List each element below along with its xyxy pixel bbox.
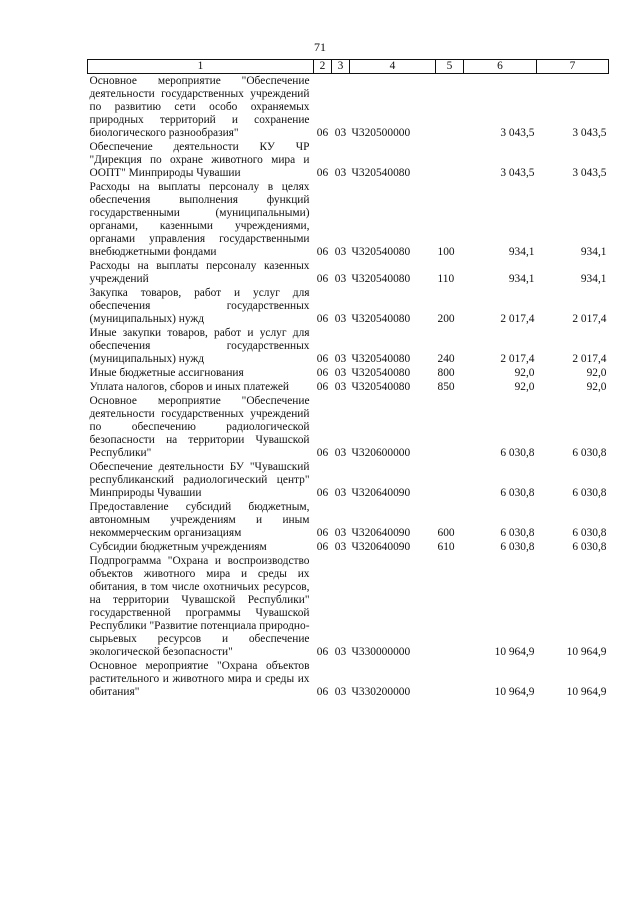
row-subsection: 03	[334, 127, 347, 139]
row-expense-type: 110	[437, 273, 455, 285]
row-target-article: Ч320500000	[351, 127, 411, 139]
row-target-article: Ч330200000	[351, 686, 411, 698]
row-section: 06	[316, 246, 329, 258]
row-expense-type: 240	[437, 353, 455, 365]
row-expense-type	[436, 394, 464, 460]
budget-table	[87, 59, 609, 699]
header-col-2: 2	[314, 60, 332, 74]
row-amount-1: 3 043,5	[500, 127, 535, 139]
row-amount-1: 10 964,9	[494, 686, 535, 698]
row-section: 06	[316, 541, 329, 553]
table-row	[88, 554, 609, 659]
row-name: Иные бюджетные ассигнования	[89, 367, 244, 379]
row-target-article: Ч320540080	[351, 167, 411, 179]
row-section: 06	[316, 527, 329, 539]
header-col-1: 1	[88, 60, 314, 74]
table-row	[88, 380, 609, 394]
table-row	[88, 394, 609, 460]
row-expense-type: 100	[437, 246, 455, 258]
row-name: Основное мероприятие "Обеспечение деятельности государственных учреждений по развитию сети особо охраняемых природных территорий и сохранение биологического разнообразия"	[89, 75, 310, 139]
table-row	[88, 140, 609, 180]
row-name: Иные закупки товаров, работ и услуг для обеспечения государственных (муниципальных) нужд	[89, 327, 310, 365]
row-amount-1: 2 017,4	[500, 313, 535, 325]
table-row	[88, 259, 609, 286]
row-subsection: 03	[334, 487, 347, 499]
header-col-6: 6	[464, 60, 537, 74]
row-amount-1: 6 030,8	[500, 527, 535, 539]
row-expense-type: 600	[437, 527, 455, 539]
row-expense-type	[436, 659, 464, 699]
row-subsection: 03	[334, 273, 347, 285]
row-subsection: 03	[334, 646, 347, 658]
row-amount-1: 934,1	[508, 273, 535, 285]
row-target-article: Ч320540080	[351, 367, 411, 379]
row-section: 06	[316, 273, 329, 285]
row-target-article: Ч320540080	[351, 381, 411, 393]
row-amount-2: 10 964,9	[566, 646, 607, 658]
row-expense-type	[436, 460, 464, 500]
table-row	[88, 286, 609, 326]
table-header-row	[88, 60, 609, 74]
row-amount-1: 6 030,8	[500, 447, 535, 459]
row-section: 06	[316, 646, 329, 658]
row-expense-type: 610	[437, 541, 455, 553]
row-subsection: 03	[334, 447, 347, 459]
header-col-3: 3	[332, 60, 350, 74]
header-col-7: 7	[537, 60, 609, 74]
row-expense-type	[436, 554, 464, 659]
row-subsection: 03	[334, 381, 347, 393]
row-target-article: Ч320540080	[351, 246, 411, 258]
table-row	[88, 460, 609, 500]
row-subsection: 03	[334, 353, 347, 365]
row-expense-type: 850	[437, 381, 455, 393]
page-number: 71	[314, 40, 326, 54]
row-target-article: Ч320540080	[351, 313, 411, 325]
row-expense-type: 800	[437, 367, 455, 379]
row-name: Закупка товаров, работ и услуг для обеспечения государственных (муниципальных) нужд	[89, 287, 310, 325]
row-expense-type	[436, 140, 464, 180]
row-target-article: Ч320540080	[351, 273, 411, 285]
row-amount-1: 6 030,8	[500, 541, 535, 553]
row-amount-1: 2 017,4	[500, 353, 535, 365]
row-amount-1: 92,0	[514, 367, 535, 379]
row-amount-1: 3 043,5	[500, 167, 535, 179]
row-amount-2: 6 030,8	[572, 541, 607, 553]
row-section: 06	[316, 381, 329, 393]
row-target-article: Ч320600000	[351, 447, 411, 459]
row-subsection: 03	[334, 167, 347, 179]
row-name: Основное мероприятие "Обеспечение деятельности государственных учреждений по обеспечению радиологической безопасности на территории Чувашской Республики"	[89, 395, 310, 459]
row-name: Обеспечение деятельности БУ "Чувашский республиканский радиологический центр" Минприроды Чувашии	[89, 461, 310, 499]
table-row	[88, 74, 609, 141]
row-amount-2: 6 030,8	[572, 447, 607, 459]
row-target-article: Ч330000000	[351, 646, 411, 658]
table-row	[88, 540, 609, 554]
row-section: 06	[316, 447, 329, 459]
row-name: Подпрограмма "Охрана и воспроизводство объектов животного мира и среды их обитания, в том числе охотничьих ресурсов, на территории Чувашской Республики" государственной программы Чувашской Республики "Развитие потенциала природно-сырьевых ресурсов и обеспечение экологической безопасности"	[89, 555, 310, 658]
row-amount-2: 3 043,5	[572, 167, 607, 179]
row-amount-1: 6 030,8	[500, 487, 535, 499]
row-subsection: 03	[334, 246, 347, 258]
row-section: 06	[316, 686, 329, 698]
row-target-article: Ч320640090	[351, 527, 411, 539]
row-section: 06	[316, 487, 329, 499]
row-section: 06	[316, 127, 329, 139]
row-amount-2: 92,0	[586, 381, 607, 393]
row-section: 06	[316, 353, 329, 365]
row-amount-2: 934,1	[580, 246, 607, 258]
row-subsection: 03	[334, 367, 347, 379]
row-name: Основное мероприятие "Охрана объектов растительного и животного мира и среды их обитания"	[89, 660, 310, 698]
row-subsection: 03	[334, 313, 347, 325]
row-name: Обеспечение деятельности КУ ЧР "Дирекция по охране животного мира и ООПТ" Минприроды Чувашии	[89, 141, 310, 179]
row-amount-1: 92,0	[514, 381, 535, 393]
row-section: 06	[316, 313, 329, 325]
row-name: Расходы на выплаты персоналу казенных учреждений	[89, 260, 310, 285]
row-section: 06	[316, 367, 329, 379]
row-subsection: 03	[334, 527, 347, 539]
row-amount-2: 2 017,4	[572, 353, 607, 365]
row-amount-2: 92,0	[586, 367, 607, 379]
row-amount-1: 10 964,9	[494, 646, 535, 658]
row-target-article: Ч320640090	[351, 541, 411, 553]
table-body	[88, 74, 609, 700]
row-subsection: 03	[334, 541, 347, 553]
table-row	[88, 659, 609, 699]
row-amount-2: 934,1	[580, 273, 607, 285]
row-target-article: Ч320540080	[351, 353, 411, 365]
row-expense-type	[436, 74, 464, 141]
row-target-article: Ч320640090	[351, 487, 411, 499]
row-amount-2: 10 964,9	[566, 686, 607, 698]
row-subsection: 03	[334, 686, 347, 698]
row-amount-2: 3 043,5	[572, 127, 607, 139]
row-amount-2: 2 017,4	[572, 313, 607, 325]
row-amount-2: 6 030,8	[572, 527, 607, 539]
row-name: Предоставление субсидий бюджетным, автономным учреждениям и иным некоммерческим организациям	[89, 501, 310, 539]
row-name: Расходы на выплаты персоналу в целях обеспечения выполнения функций государственными (муниципальными) органами, казенными учреждениями, органами управления государственными внебюджетными фондами	[89, 181, 310, 258]
row-amount-1: 934,1	[508, 246, 535, 258]
table-row	[88, 180, 609, 259]
row-amount-2: 6 030,8	[572, 487, 607, 499]
table-row	[88, 326, 609, 366]
row-expense-type: 200	[437, 313, 455, 325]
header-col-4: 4	[350, 60, 436, 74]
row-name: Субсидии бюджетным учреждениям	[89, 541, 267, 553]
table-row	[88, 366, 609, 380]
row-section: 06	[316, 167, 329, 179]
header-col-5: 5	[436, 60, 464, 74]
row-name: Уплата налогов, сборов и иных платежей	[89, 381, 289, 393]
table-row	[88, 500, 609, 540]
